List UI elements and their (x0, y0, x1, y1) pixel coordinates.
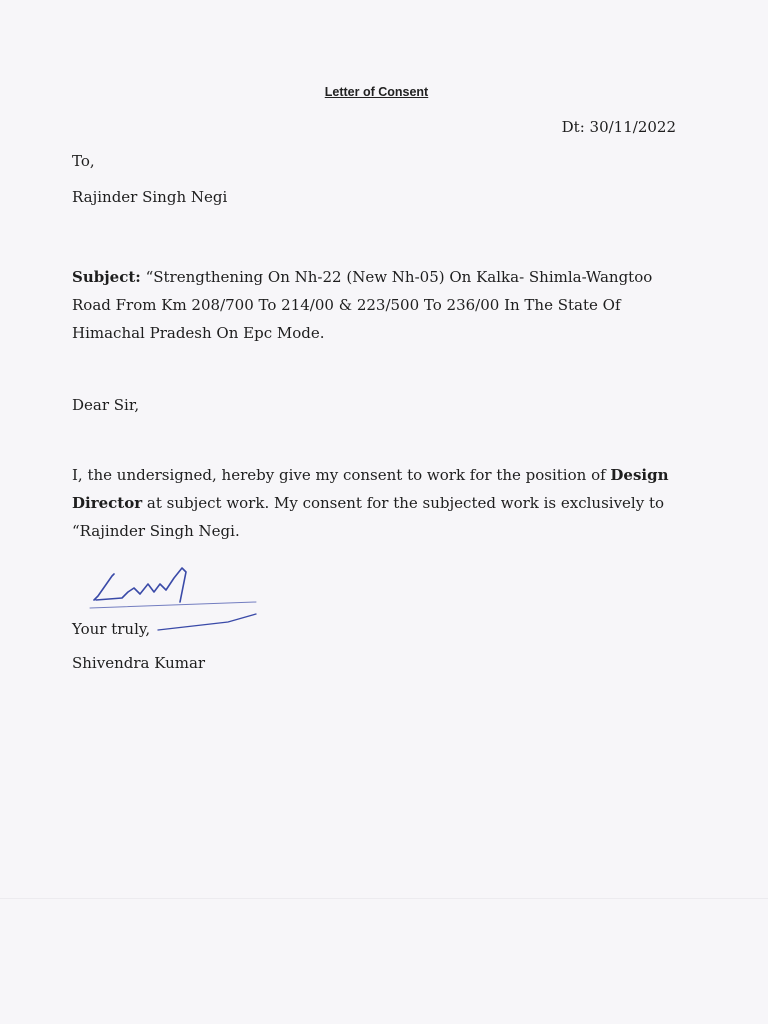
consent-paragraph (72, 461, 672, 545)
signature-baseline (90, 602, 256, 608)
recipient-name: Rajinder Singh Negi (72, 188, 228, 206)
position-title: Design Director (72, 466, 669, 512)
closing: Your truly, (72, 620, 151, 638)
scan-edge (0, 898, 768, 899)
to-label: To, (72, 152, 95, 170)
letter-title: Letter of Consent (324, 85, 429, 99)
subject-paragraph (72, 263, 682, 347)
signature-strokes (94, 568, 186, 602)
subject-label: Subject: (72, 268, 141, 286)
consent-text-part2: at subject work. My consent for the subjected work is exclusively to “Rajinder Singh Negi. (72, 494, 665, 540)
salutation: Dear Sir, (72, 396, 140, 414)
letter-date: Dt: 30/11/2022 (561, 118, 676, 136)
signature-underline (158, 614, 256, 630)
consent-text-part1: I, the undersigned, hereby give my consent to work for the position of (72, 466, 611, 484)
subject-text: “Strengthening On Nh-22 (New Nh-05) On Kalka- Shimla-Wangtoo Road From Km 208/700 To 214/00 & 223/500 To 236/00 In The State Of Himachal Pradesh On Epc Mode. (72, 268, 653, 342)
signatory-name: Shivendra Kumar (72, 654, 206, 672)
